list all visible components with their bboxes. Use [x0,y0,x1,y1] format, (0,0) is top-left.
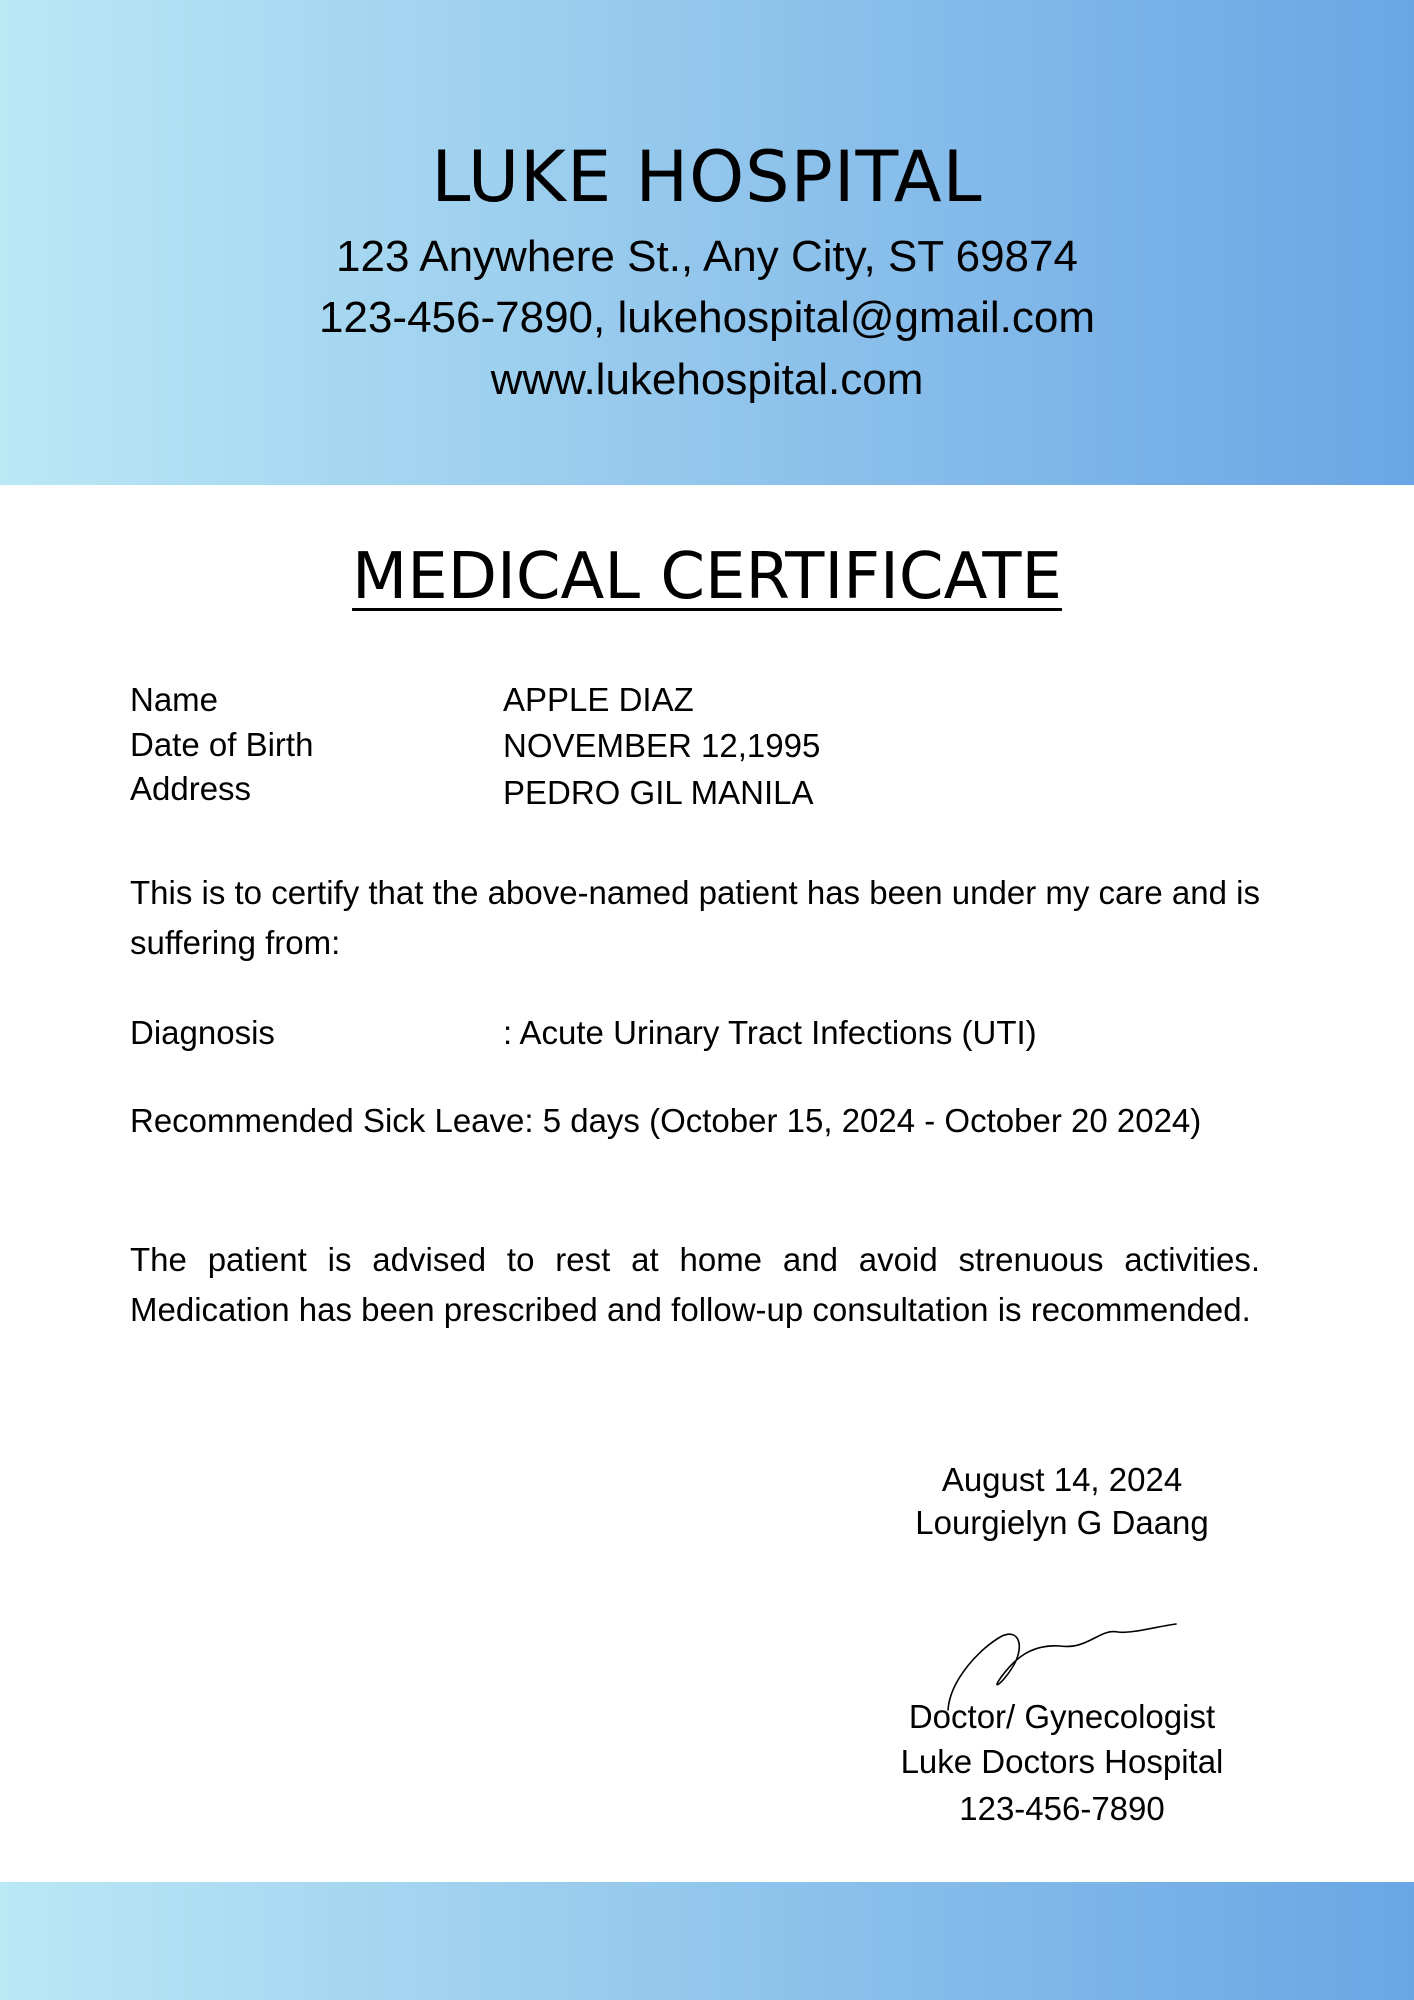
name-label: Name [130,681,219,718]
hospital-contact: 123-456-7890, lukehospital@gmail.com [319,293,1095,342]
name-value: APPLE DIAZ [503,681,694,718]
hospital-name: LUKE HOSPITAL [431,136,983,218]
diagnosis-value: : Acute Urinary Tract Infections (UTI) [503,1014,1037,1051]
address-value: PEDRO GIL MANILA [503,774,814,811]
doctor-name: Lourgielyn G Daang [915,1504,1209,1541]
address-label: Address [130,770,252,807]
certificate-title-text: MEDICAL CERTIFICATE [352,540,1062,614]
dob-value: NOVEMBER 12,1995 [503,727,821,764]
signoff-date: August 14, 2024 [941,1461,1183,1498]
footer-banner [0,1882,1414,2000]
certificate-title [0,540,1414,614]
certify-paragraph: This is to certify that the above-named patient has been under my care and is suffering from: [130,874,1260,961]
hospital-website: www.lukehospital.com [490,355,924,404]
doctor-phone: 123-456-7890 [959,1790,1165,1827]
hospital-address: 123 Anywhere St., Any City, ST 69874 [336,232,1078,281]
doctor-role: Doctor/ Gynecologist [908,1698,1216,1735]
diagnosis-label: Diagnosis [130,1014,275,1051]
dob-label: Date of Birth [130,726,314,763]
sick-leave-paragraph: Recommended Sick Leave: 5 days (October 15, 2024 - October 20 2024) [130,1102,1202,1139]
header-banner [0,0,1414,485]
doctor-institution: Luke Doctors Hospital [900,1743,1224,1780]
advice-paragraph: The patient is advised to rest at home and avoid strenuous activities. Medication has been prescribed and follow-up consultation is recommended. [130,1241,1260,1328]
